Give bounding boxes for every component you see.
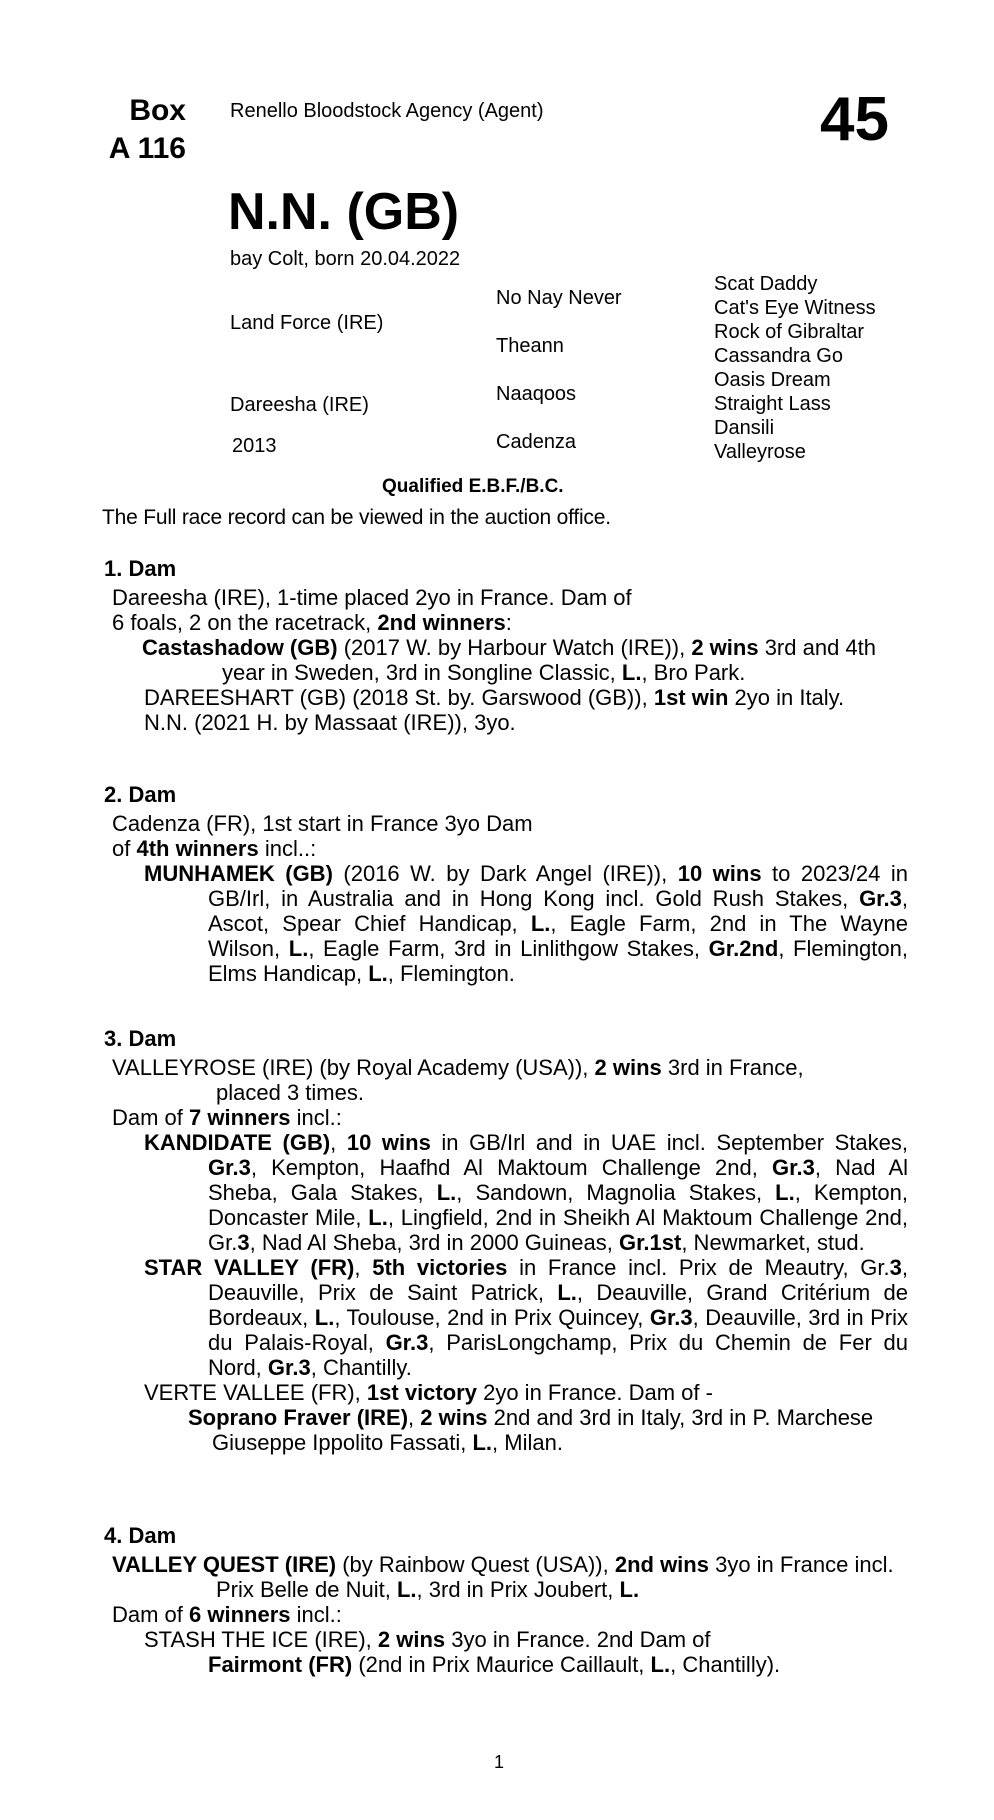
dam-3-dam-of: Dam of 7 winners incl.: <box>112 1105 342 1130</box>
g3-item: Dansili <box>714 417 775 439</box>
sire-dam: Theann <box>496 335 564 357</box>
box-label <box>96 92 186 168</box>
dam-dam: Cadenza <box>496 431 577 453</box>
offspring-castashadow: Castashadow (GB) (2017 W. by Harbour Watch (IRE)), 2 wins 3rd and 4th year in Sweden, 3rd in Songline Classic, L., Bro Park. <box>142 635 877 685</box>
dam-3-section <box>104 1026 909 1455</box>
dam-4-section <box>104 1523 904 1677</box>
dam: Dareesha (IRE) <box>230 394 369 416</box>
dam-2-section <box>104 782 908 986</box>
page-number: 1 <box>494 1752 505 1772</box>
offspring-soprano-fraver: Soprano Fraver (IRE), 2 wins 2nd and 3rd in Italy, 3rd in P. Marchese Giuseppe Ippolito Fassati, L., Milan. <box>188 1405 874 1455</box>
agent-name: Renello Bloodstock Agency (Agent) <box>230 100 544 122</box>
offspring-fairmont: Fairmont (FR) (2nd in Prix Maurice Caillault, L., Chantilly). <box>208 1652 781 1677</box>
g3-item: Oasis Dream <box>714 369 831 391</box>
dam-3-intro: VALLEYROSE (IRE) (by Royal Academy (USA)), 2 wins 3rd in France, placed 3 times. <box>112 1055 804 1105</box>
third-generation <box>714 272 876 464</box>
offspring-nn: N.N. (2021 H. by Massaat (IRE)), 3yo. <box>144 710 516 735</box>
dam-1-section <box>104 556 904 735</box>
g3-item: Cassandra Go <box>714 345 843 367</box>
box-line-2: A 116 <box>108 132 186 165</box>
offspring-stash-the-ice: STASH THE ICE (IRE), 2 wins 3yo in France. 2nd Dam of <box>144 1627 711 1652</box>
lot-number: 45 <box>820 85 889 154</box>
g3-item: Valleyrose <box>714 441 806 463</box>
qualified-note: Qualified E.B.F./B.C. <box>382 476 564 497</box>
dam-4-valley-quest: VALLEY QUEST (IRE) (by Rainbow Quest (USA)), 2nd wins 3yo in France incl. Prix Belle de Nuit, L., 3rd in Prix Joubert, L. <box>112 1552 894 1602</box>
g3-item: Scat Daddy <box>714 273 818 295</box>
offspring-munhamek: MUNHAMEK (GB) (2016 W. by Dark Angel (IRE)), 10 wins to 2023/24 in GB/Irl, in Australia and in Hong Kong incl. Gold Rush Stakes, Gr.3, Ascot, Spear Chief Handicap, L., Eagle Farm, 2nd in The Wayne Wilson, L., Eagle Farm, 3rd in Linlithgow Stakes, Gr.2nd, Flemington, Elms Handicap, L., Flemington. <box>144 861 908 986</box>
dam-1-heading: 1. Dam <box>104 556 177 581</box>
dam-sire: Naaqoos <box>496 383 577 405</box>
g3-item: Cat's Eye Witness <box>714 297 876 319</box>
offspring-star-valley: STAR VALLEY (FR), 5th victories in France incl. Prix de Meautry, Gr.3, Deauville, Prix de Saint Patrick, L., Deauville, Grand Critérium de Bordeaux, L., Toulouse, 2nd in Prix Quincey, Gr.3, Deauville, 3rd in Prix du Palais-Royal, Gr.3, ParisLongchamp, Prix du Chemin de Fer du Nord, Gr.3, Chantilly. <box>144 1255 908 1380</box>
offspring-verte-vallee: VERTE VALLEE (FR), 1st victory 2yo in France. Dam of - <box>144 1380 713 1405</box>
sire-sire: No Nay Never <box>496 287 622 309</box>
offspring-kandidate: KANDIDATE (GB), 10 wins in GB/Irl and in UAE incl. September Stakes, Gr.3, Kempton, Haafhd Al Maktoum Challenge 2nd, Gr.3, Nad Al Sheba, Gala Stakes, L., Sandown, Magnolia Stakes, L., Kempton, Doncaster Mile, L., Lingfield, 2nd in Sheikh Al Maktoum Challenge 2nd, Gr.3, Nad Al Sheba, 3rd in 2000 Guineas, Gr.1st, Newmarket, stud. <box>144 1130 909 1255</box>
horse-description: bay Colt, born 20.04.2022 <box>230 248 461 270</box>
dam-3-heading: 3. Dam <box>104 1026 177 1051</box>
g3-item: Rock of Gibraltar <box>714 321 865 343</box>
dam-2-intro: Cadenza (FR), 1st start in France 3yo Dam of 4th winners incl..: <box>112 811 533 861</box>
dam-2-heading: 2. Dam <box>104 782 177 807</box>
dam-1-intro: Dareesha (IRE), 1-time placed 2yo in France. Dam of 6 foals, 2 on the racetrack, 2nd winners: <box>112 585 632 635</box>
offspring-dareeshart: DAREESHART (GB) (2018 St. by. Garswood (GB)), 1st win 2yo in Italy. <box>144 685 845 710</box>
dam-year: 2013 <box>232 435 277 457</box>
dam-4-dam-of: Dam of 6 winners incl.: <box>112 1602 342 1627</box>
horse-name: N.N. (GB) <box>228 183 460 241</box>
box-line-1: Box <box>129 94 186 127</box>
full-record-note: The Full race record can be viewed in the auction office. <box>102 506 611 529</box>
g3-item: Straight Lass <box>714 393 831 415</box>
dam-4-heading: 4. Dam <box>104 1523 177 1548</box>
sire: Land Force (IRE) <box>230 312 384 334</box>
